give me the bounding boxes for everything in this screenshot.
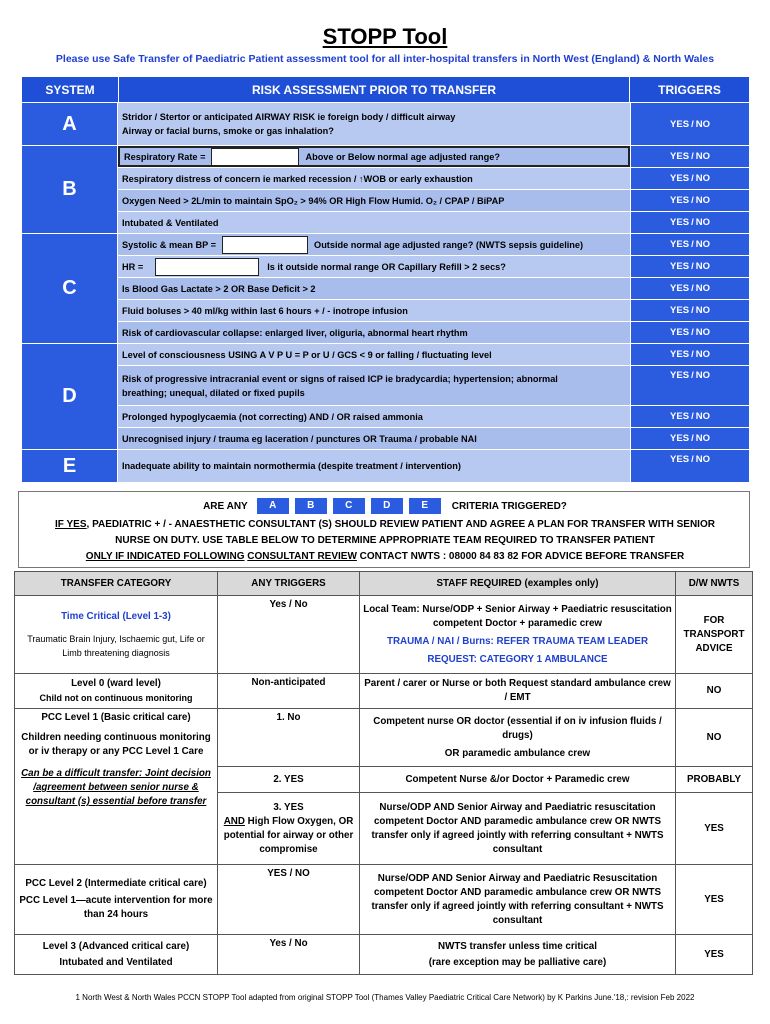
trigger-yes[interactable]: YES [670, 118, 690, 130]
level3-category [15, 935, 218, 975]
level3-nwts: YES [676, 935, 753, 975]
c5-text: Risk of cardiovascular collapse: enlarged liver, oliguria, abnormal heart rhythm [122, 327, 468, 338]
b3-text: Oxygen Need > 2L/min to maintain SpO₂ > 94% OR High Flow Humid. O₂ / CPAP / BiPAP [122, 195, 505, 206]
trigger-yes[interactable]: YES [670, 151, 690, 162]
footer-note: 1 North West & North Wales PCCN STOPP Tool adapted from original STOPP Tool (Thames Valley Paediatric Critical Care Network) by K Parkins June.'18,: revision Feb 2022 [75, 993, 695, 1002]
trigger-yes[interactable]: YES [670, 305, 690, 316]
trigger-yes[interactable]: YES [670, 283, 690, 294]
pcc1-category [15, 709, 218, 865]
trigger-sep: / [691, 454, 694, 465]
pcc1-nwts1: NO [676, 709, 753, 767]
trigger-no[interactable]: NO [695, 327, 710, 338]
trigger-yes[interactable]: YES [670, 433, 690, 444]
header-assessment: RISK ASSESSMENT PRIOR TO TRANSFER [119, 77, 629, 102]
c2-label: HR = [122, 261, 144, 272]
trigger-sep: / [691, 305, 694, 316]
trigger-no[interactable]: NO [695, 217, 710, 228]
trigger-yes[interactable]: YES [670, 454, 690, 465]
criteria-box-b[interactable]: B [294, 497, 328, 515]
header-any-triggers: ANY TRIGGERS [218, 572, 360, 596]
criteria-triggered: CRITERIA TRIGGERED? [451, 500, 567, 512]
pcc1-trigger3-and: AND [223, 815, 245, 827]
d2-line2: breathing; unequal, dilated or fixed pupils [122, 387, 305, 398]
trigger-no[interactable]: NO [695, 283, 710, 294]
trigger-no[interactable]: NO [695, 433, 710, 444]
d2-line1: Risk of progressive intracranial event or signs of raised ICP ie bradycardia; hypertension; abnormal [122, 373, 558, 384]
level3-triggers: Yes / No [218, 935, 360, 975]
trigger-d2[interactable] [630, 366, 749, 405]
time-critical-triggers: Yes / No [218, 596, 360, 674]
pcc2-desc: PCC Level 1—acute intervention for more than 24 hours [19, 895, 213, 920]
time-critical-staff [360, 596, 676, 674]
pcc1-title: PCC Level 1 (Basic critical care) [41, 712, 191, 723]
level0-title: Level 0 (ward level) [71, 678, 161, 689]
trigger-no[interactable]: NO [695, 370, 710, 381]
system-b: B [22, 145, 118, 233]
table-row [15, 674, 753, 709]
criteria-panel [18, 491, 750, 568]
header-dw-nwts: D/W NWTS [676, 572, 753, 596]
pcc2-staff: Nurse/ODP AND Senior Airway and Paediatric Resuscitation competent Doctor AND paramedic ambulance crew OR NWTS transfer only if agreed jointly with referring consultant + NWTS consultant [360, 865, 676, 935]
risk-row-c3 [118, 277, 749, 299]
trigger-yes[interactable]: YES [670, 370, 690, 381]
criteria-box-a[interactable]: A [256, 497, 290, 515]
pcc1-note: Can be a difficult transfer: Joint decision /agreement between senior nurse & consultant (s) essential before transfer [21, 768, 211, 807]
risk-row-c5 [118, 321, 749, 343]
trigger-sep: / [691, 173, 694, 184]
trigger-sep: / [691, 261, 694, 272]
risk-row-d2 [118, 365, 749, 405]
table-row [15, 596, 753, 674]
a1-line1: Stridor / Stertor or anticipated AIRWAY RISK ie foreign body / difficult airway [122, 112, 456, 122]
trigger-d1[interactable] [630, 344, 749, 365]
pcc2-category [15, 865, 218, 935]
risk-row-d3 [118, 405, 749, 427]
criteria-box-c[interactable]: C [332, 497, 366, 515]
trigger-c1[interactable] [630, 234, 749, 255]
pcc1-trigger3 [218, 793, 360, 865]
risk-row-b1 [118, 145, 749, 167]
trigger-yes[interactable]: YES [670, 411, 690, 422]
trigger-no[interactable]: NO [695, 195, 710, 206]
risk-row-b2 [118, 167, 749, 189]
trigger-sep: / [691, 118, 694, 130]
transfer-table [14, 571, 753, 975]
trigger-b4[interactable] [630, 212, 749, 233]
contact-nwts: CONTACT NWTS : 08000 84 83 82 FOR ADVICE BEFORE TRANSFER [356, 551, 685, 562]
trigger-sep: / [691, 151, 694, 162]
time-critical-category [15, 596, 218, 674]
time-critical-staff3: REQUEST: CATEGORY 1 AMBULANCE [427, 653, 608, 665]
pcc1-nwts2: PROBABLY [676, 767, 753, 793]
d4-text: Unrecognised injury / trauma eg laceration / punctures OR Trauma / probable NAI [122, 433, 477, 444]
pcc1-staff2: Competent Nurse &/or Doctor + Paramedic crew [360, 767, 676, 793]
table-row [15, 935, 753, 975]
pcc1-staff1a: Competent nurse OR doctor (essential if on iv infusion fluids / drugs) [373, 715, 662, 741]
risk-row-c2 [118, 255, 749, 277]
risk-row-b4 [118, 211, 749, 233]
trigger-yes[interactable]: YES [670, 349, 690, 360]
c3-text: Is Blood Gas Lactate > 2 OR Base Deficit > 2 [122, 283, 316, 294]
table-row [15, 709, 753, 767]
criteria-are-any: ARE ANY [203, 500, 248, 512]
level3-desc: Intubated and Ventilated [59, 956, 173, 968]
pcc1-desc: Children needing continuous monitoring or iv therapy or any PCC Level 1 Care [21, 732, 211, 757]
header-system: SYSTEM [22, 77, 118, 102]
pcc1-nwts3: YES [676, 793, 753, 865]
level0-triggers: Non-anticipated [218, 674, 360, 709]
pcc2-title: PCC Level 2 (Intermediate critical care) [25, 878, 207, 889]
level0-desc: Child not on continuous monitoring [39, 693, 193, 703]
risk-row-c1 [118, 233, 749, 255]
trigger-sep: / [691, 283, 694, 294]
time-critical-nwts: FOR TRANSPORT ADVICE [676, 596, 753, 674]
trigger-sep: / [691, 349, 694, 360]
trigger-no[interactable]: NO [695, 305, 710, 316]
b4-text: Intubated & Ventilated [122, 217, 219, 228]
consultant-review: CONSULTANT REVIEW [247, 551, 357, 562]
trigger-no[interactable]: NO [695, 151, 710, 162]
trigger-sep: / [691, 411, 694, 422]
trigger-b1[interactable] [630, 146, 749, 167]
if-yes: IF YES [55, 519, 87, 530]
level3-staff1: NWTS transfer unless time critical [438, 940, 597, 952]
trigger-sep: / [691, 239, 694, 250]
pcc1-trigger3a: 3. YES [273, 801, 304, 813]
time-critical-desc: Traumatic Brain Injury, Ischaemic gut, Life or Limb threatening diagnosis [27, 633, 205, 658]
level0-staff: Parent / carer or Nurse or both Request standard ambulance crew / EMT [360, 674, 676, 709]
blood-pressure-input[interactable] [222, 236, 308, 254]
trigger-yes[interactable]: YES [670, 217, 690, 228]
trigger-a1[interactable] [630, 103, 749, 145]
trigger-c4[interactable] [630, 300, 749, 321]
pcc1-staff3: Nurse/ODP AND Senior Airway and Paediatric resuscitation competent Doctor AND paramedic ambulance crew OR NWTS transfer only if agreed jointly with referring consultant + NWTS consultant [360, 793, 676, 865]
criteria-line2: , PAEDIATRIC + / - ANAESTHETIC CONSULTANT (S) SHOULD REVIEW PATIENT AND AGREE A PLAN FOR TRANSFER WITH SENIOR [86, 519, 715, 530]
pcc2-triggers: YES / NO [218, 865, 360, 935]
system-c: C [22, 233, 118, 343]
header-transfer-category: TRANSFER CATEGORY [15, 572, 218, 596]
pcc1-trigger3b: High Flow Oxygen, OR potential for airway or other compromise [223, 815, 354, 855]
criteria-box-d[interactable]: D [370, 497, 404, 515]
trigger-sep: / [691, 195, 694, 206]
trigger-yes[interactable]: YES [670, 239, 690, 250]
trigger-yes[interactable]: YES [670, 173, 690, 184]
trigger-sep: / [691, 370, 694, 381]
trigger-no[interactable]: NO [695, 349, 710, 360]
only-if: ONLY IF INDICATED FOLLOWING [85, 551, 245, 562]
trigger-b2[interactable] [630, 168, 749, 189]
trigger-d4[interactable] [630, 428, 749, 449]
trigger-b3[interactable] [630, 190, 749, 211]
trigger-no[interactable]: NO [695, 411, 710, 422]
trigger-c3[interactable] [630, 278, 749, 299]
criteria-instructions [19, 517, 751, 565]
trigger-sep: / [691, 433, 694, 444]
pcc2-nwts: YES [676, 865, 753, 935]
trigger-no[interactable]: NO [695, 118, 710, 130]
risk-row-d4 [118, 427, 749, 449]
risk-row-a1 [118, 102, 749, 145]
criteria-line3: NURSE ON DUTY. USE TABLE BELOW TO DETERMINE APPROPRIATE TEAM REQUIRED TO TRANSFER PATIENT [115, 535, 655, 546]
c1-after: Outside normal age adjusted range? (NWTS sepsis guideline) [314, 239, 584, 250]
header-staff-required: STAFF REQUIRED (examples only) [360, 572, 676, 596]
level3-title: Level 3 (Advanced critical care) [42, 940, 190, 952]
trigger-sep: / [691, 217, 694, 228]
b1-after: Above or Below normal age adjusted range? [305, 151, 500, 162]
level3-staff2: (rare exception may be palliative care) [428, 956, 607, 968]
trigger-yes[interactable]: YES [670, 261, 690, 272]
trigger-no[interactable]: NO [695, 173, 710, 184]
table-row [15, 865, 753, 935]
level0-category [15, 674, 218, 709]
d3-text: Prolonged hypoglycaemia (not correcting) AND / OR raised ammonia [122, 411, 423, 422]
system-a: A [22, 102, 118, 145]
page-title: STOPP Tool [322, 24, 448, 49]
risk-row-c4 [118, 299, 749, 321]
trigger-yes[interactable]: YES [670, 195, 690, 206]
trigger-d3[interactable] [630, 406, 749, 427]
time-critical-staff1: Local Team: Nurse/ODP + Senior Airway + Paediatric resuscitation competent Doctor + paramedic crew [363, 603, 672, 629]
trigger-e1[interactable] [630, 450, 749, 482]
respiratory-rate-input[interactable] [211, 148, 299, 166]
c2-after: Is it outside normal range OR Capillary Refill > 2 secs? [267, 261, 506, 272]
e1-text: Inadequate ability to maintain normothermia (despite treatment / intervention) [122, 461, 461, 471]
trigger-no[interactable]: NO [695, 261, 710, 272]
trigger-c5[interactable] [630, 322, 749, 343]
risk-row-d1 [118, 343, 749, 365]
header-triggers: TRIGGERS [630, 77, 749, 102]
c4-text: Fluid boluses > 40 ml/kg within last 6 hours + / - inotrope infusion [122, 305, 408, 316]
trigger-no[interactable]: NO [695, 239, 710, 250]
trigger-sep: / [691, 327, 694, 338]
time-critical-staff2: TRAUMA / NAI / Burns: REFER TRAUMA TEAM LEADER [386, 635, 649, 647]
system-e: E [22, 449, 118, 482]
pcc1-trigger2: 2. YES [218, 767, 360, 793]
a1-line2: Airway or facial burns, smoke or gas inhalation? [122, 126, 334, 136]
trigger-no[interactable]: NO [695, 454, 710, 465]
pcc1-staff1 [360, 709, 676, 767]
b2-text: Respiratory distress of concern ie marked recession / ↑WOB or early exhaustion [122, 173, 473, 184]
page-subtitle: Please use Safe Transfer of Paediatric Patient assessment tool for all inter-hospital transfers in North West (England) & North Wales [55, 53, 715, 65]
trigger-yes[interactable]: YES [670, 327, 690, 338]
b1-label: Respiratory Rate = [124, 151, 206, 162]
level0-nwts: NO [676, 674, 753, 709]
trigger-c2[interactable] [630, 256, 749, 277]
pcc1-staff1b: OR paramedic ambulance crew [444, 747, 591, 759]
risk-assessment-table [22, 77, 749, 482]
risk-row-b3 [118, 189, 749, 211]
criteria-box-e[interactable]: E [408, 497, 442, 515]
risk-row-e1 [118, 449, 749, 482]
transfer-header-row [15, 572, 753, 596]
level3-staff [360, 935, 676, 975]
time-critical-title: Time Critical (Level 1-3) [61, 610, 171, 622]
pcc1-trigger1: 1. No [218, 709, 360, 767]
d1-text: Level of consciousness USING A V P U = P or U / GCS < 9 or falling / fluctuating level [122, 349, 492, 360]
c1-label: Systolic & mean BP = [122, 239, 217, 250]
system-d: D [22, 343, 118, 449]
heart-rate-input[interactable] [155, 258, 259, 276]
